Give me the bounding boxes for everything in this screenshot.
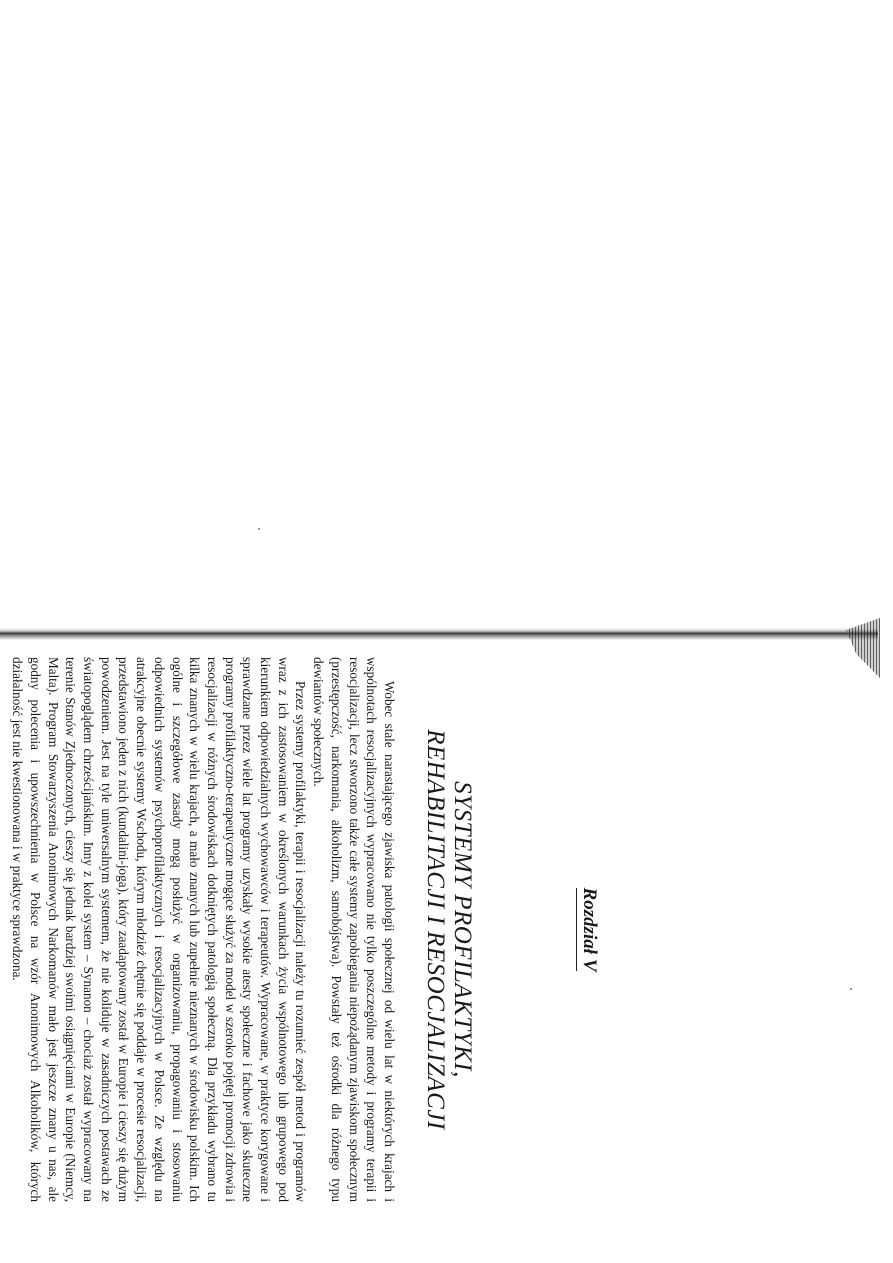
chapter-label: [578, 657, 600, 1202]
scan-speck: [850, 988, 852, 990]
scan-fold-edge: [846, 618, 880, 678]
chapter-label-text: Rozdział V: [576, 888, 600, 972]
scan-speck: [258, 528, 260, 530]
paragraph: Przez systemy profilaktyki, terapii i resocjalizacji należy tu rozumieć zespół metod i programów wraz z ich zastosowaniem w określonych warunkach życia wspólnotowego lub grupowego pod kierunkiem odpowiedzialnych wychowawców i terapeutów. Wypracowane, w praktyce korygowane i sprawdzane przez wiele lat programy uzyskały wysokie atesty społeczne i fachowe jako skuteczne programy profilaktyczno-terapeutyczne mogące służyć za model w szeroko pojętej promocji zdrowia i resocjalizacji w różnych środowiskach dotkniętych patologią społeczną. Dla przykładu wybrano tu kilka znanych w wielu krajach, a mało znanych lub zupełnie nieznanych w środowisku polskim. Ich ogólne i szczegółowe zasady mogą posłużyć w organizowaniu, propagowaniu i stosowaniu odpowiednich systemów psychoprofilaktycznych i resocjalizacyjnych w Polsce. Ze względu na atrakcyjne obecnie systemy Wschodu, którym młodzież chętnie się poddaje w procesie resocjalizacji, przedstawiono jeden z nich (kundalini-joga), który zaadaptowany został w Europie i cieszy się dużym powodzeniem. Jest na tyle uniwersalnym systemem, że nie koliduje w zasadniczych postawach ze światopoglądem chrześcijańskim. Inny z kolei system – Synanon – chociaż został wypracowany na terenie Stanów Zjednoczonych, cieszy się jednak bardziej swoimi osiągnięciami w Europie (Niemcy, Malta). Program Stowarzyszenia Anonimowych Narkomanów mało jest jeszcze znany u nas, ale godny polecenia i upowszechnienia w Polsce na wzór Anonimowych Alkoholików, których działalność jest nie kwestionowana i w praktyce sprawdzona.: [10, 657, 309, 1202]
rotated-book-page: [10, 657, 600, 1202]
scan-fold-line: [0, 628, 878, 640]
chapter-title-line-1: SYSTEMY PROFILAKTYKI,: [449, 781, 476, 1078]
chapter-title-line-2: REHABILITACJI I RESOCJALIZACJI: [422, 729, 449, 1130]
paragraph: Wobec stale narastającego zjawiska patologii społecznej od wielu lat w niektórych krajach i wspólnotach resocjalizacyjnych wypracowano nie tylko poszczególne metody i programy terapii i resocjalizacji, lecz stworzono także całe systemy zapobiegania niepożądanym zjawiskom społecznym (przestępczość, narkomania, alkoholizm, samobójstwa). Powstały też ośrodki dla różnego typu dewiantów społecznych.: [311, 657, 397, 1202]
chapter-title: [422, 657, 476, 1202]
chapter-body: [9, 657, 398, 1202]
